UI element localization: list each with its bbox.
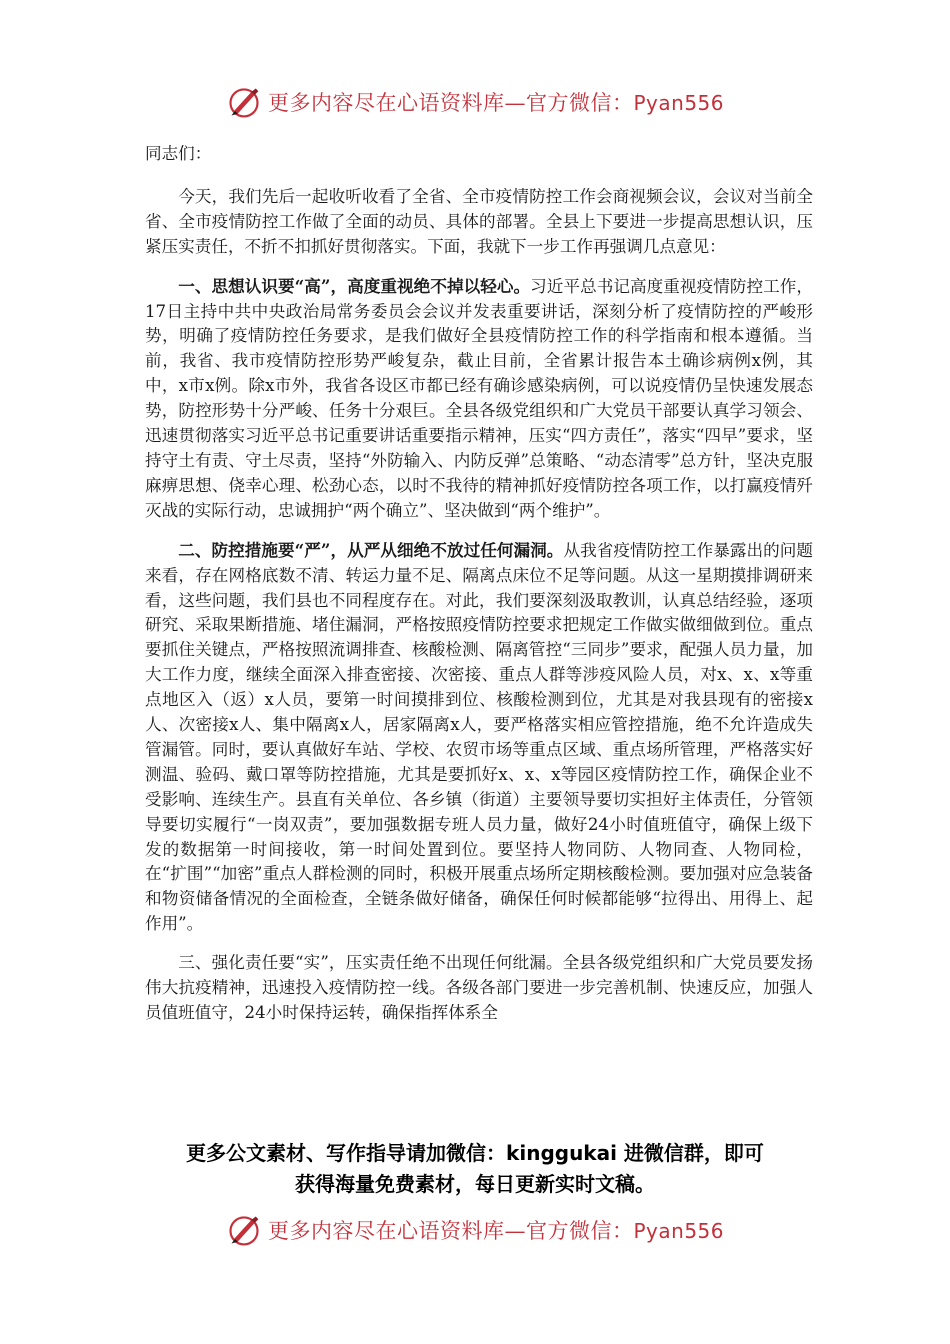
writing-hand-logo-icon bbox=[226, 84, 262, 120]
section-one-heading: 一、思想认识要“高”，高度重视绝不掉以轻心。 bbox=[178, 275, 531, 296]
section-two-heading: 二、防控措施要“严”，从严从细绝不放过任何漏洞。 bbox=[178, 539, 564, 560]
footer-watermark-banner bbox=[0, 1210, 950, 1250]
promo-line-2: 获得海量免费素材，每日更新实时文稿。 bbox=[295, 1172, 655, 1196]
section-two-paragraph bbox=[145, 538, 813, 938]
promo-line-1: 更多公文素材、写作指导请加微信：kinggukai 进微信群，即可 bbox=[186, 1141, 764, 1165]
wechat-id: Pyan556 bbox=[633, 1219, 724, 1243]
banner-text: 更多内容尽在心语资料库—官方微信：Pyan556 bbox=[267, 1219, 724, 1243]
section-one-paragraph bbox=[145, 274, 813, 524]
section-one-body: 习近平总书记高度重视疫情防控工作，17日主持中共中央政治局常务委员会会议并发表重要讲话，深刻分析了疫情防控的严峻形势，明确了疫情防控任务要求，是我们做好全县疫情防控工作的科学指南和根本遵循。当前，我省、我市疫情防控形势严峻复杂，截止目前，全省累计报告本土确诊病例x例，其中，x市x例。除x市外，我省各设区市都已经有确诊感染病例，可以说疫情仍呈快速发展态势，防控形势十分严峻、任务十分艰巨。全县各级党组织和广大党员干部要认真学习领会、迅速贯彻落实习近平总书记重要讲话重要指示精神，压实“四方责任”，落实“四早”要求，坚持守土有责、守土尽责，坚持“外防输入、内防反弹”总策略、“动态清零”总方针，坚决克服麻痹思想、侥幸心理、松劲心态，以时不我待的精神抓好疫情防控各项工作，以打赢疫情歼灭战的实际行动，忠诚拥护“两个确立”、坚决做到“两个维护”。 bbox=[145, 276, 814, 520]
banner-text: 更多内容尽在心语资料库—官方微信：Pyan556 bbox=[267, 91, 724, 115]
document-body bbox=[145, 142, 813, 1040]
promo-notice bbox=[100, 1138, 850, 1200]
writing-hand-logo-icon bbox=[226, 1212, 262, 1248]
header-watermark-banner bbox=[0, 82, 950, 122]
wechat-id: Pyan556 bbox=[633, 91, 724, 115]
section-three-paragraph: 三、强化责任要“实”，压实责任绝不出现任何纰漏。全县各级党组织和广大党员要发扬伟大抗疫精神，迅速投入疫情防控一线。各级各部门要进一步完善机制、快速反应，加强人员值班值守，24小时保持运转，确保指挥体系全 bbox=[145, 953, 813, 1022]
intro-paragraph: 今天，我们先后一起收听收看了全省、全市疫情防控工作会商视频会议，会议对当前全省、全市疫情防控工作做了全面的动员、具体的部署。全县上下要进一步提高思想认识，压紧压实责任，不折不扣抓好贯彻落实。下面，我就下一步工作再强调几点意见： bbox=[145, 186, 813, 256]
section-two-body: 从我省疫情防控工作暴露出的问题来看，存在网格底数不清、转运力量不足、隔离点床位不足等问题。从这一星期摸排调研来看，这些问题，我们县也不同程度存在。对此，我们要深刻汲取教训，认真总结经验，逐项研究、采取果断措施、堵住漏洞，严格按照疫情防控要求把规定工作做实做细做到位。重点要抓住关键点，严格按照流调排查、核酸检测、隔离管控“三同步”要求，配强人员力量，加大工作力度，继续全面深入排查密接、次密接、重点人群等涉疫风险人员，对x、x、x等重点地区入（返）x人员，要第一时间摸排到位、核酸检测到位，尤其是对我县现有的密接x人、次密接x人、集中隔离x人，居家隔离x人，要严格落实相应管控措施，绝不允许造成失管漏管。同时，要认真做好车站、学校、农贸市场等重点区域、重点场所管理，严格落实好测温、验码、戴口罩等防控措施，尤其是要抓好x、x、x等园区疫情防控工作，确保企业不受影响、连续生产。县直有关单位、各乡镇（街道）主要领导要切实担好主体责任，分管领导要切实履行“一岗双责”，要加强数据专班人员力量，做好24小时值班值守，确保上级下发的数据第一时间接收，第一时间处置到位。要坚持人物同防、人物同查、人物同检，在“扩围”“加密”重点人群检测的同时，积极开展重点场所定期核酸检测。要加强对应急装备和物资储备情况的全面检查，全链条做好储备，确保任何时候都能够“拉得出、用得上、起作用”。 bbox=[145, 540, 814, 934]
greeting: 同志们： bbox=[145, 144, 212, 163]
